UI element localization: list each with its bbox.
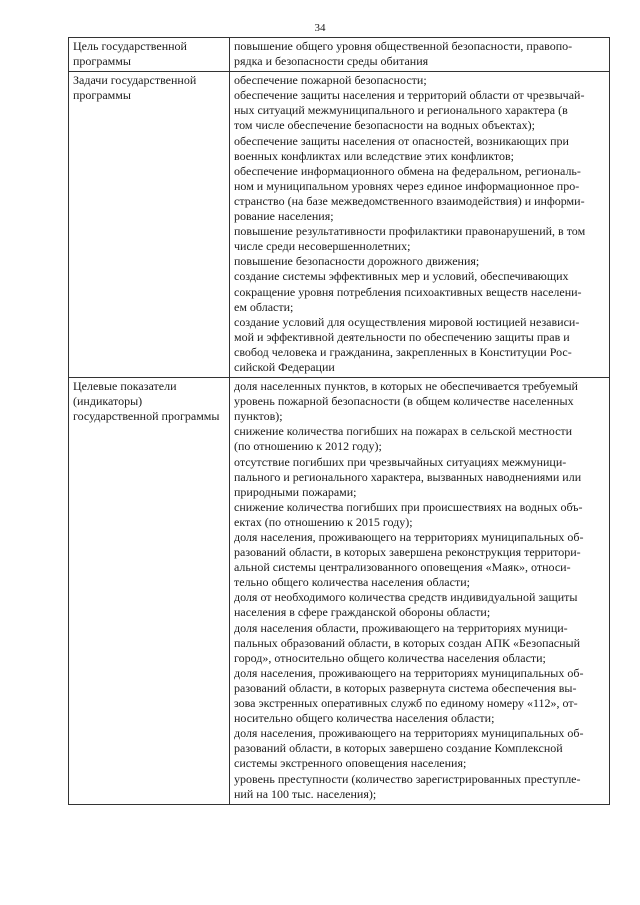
- program-passport-table: [68, 37, 610, 805]
- content-line: повышение безопасности дорожного движения;: [234, 254, 480, 269]
- content-line: свобод человека и гражданина, закрепленных в Конституции Рос-: [234, 344, 572, 359]
- content-line: создание системы эффективных мер и условий, обеспечивающих: [234, 269, 569, 284]
- content-line: том числе обеспечение безопасности на водных объектах);: [234, 118, 535, 133]
- content-line: доля населенных пунктов, в которых не обеспечивается требуемый: [234, 379, 578, 394]
- table-row-indicators: [69, 378, 610, 805]
- content-line: ных ситуаций межмуниципального и регионального характера (в: [234, 103, 568, 118]
- content-line: доля населения, проживающего на территориях муниципальных об-: [234, 530, 584, 544]
- content-line: пального и регионального характера, вызванных наводнениями или: [234, 469, 582, 484]
- content-line: повышение результативности профилактики правонарушений, в том: [234, 224, 586, 239]
- row-label-tasks: Задачи государственной программы: [69, 72, 230, 378]
- content-line: доля населения области, проживающего на территориях муници-: [234, 620, 568, 635]
- content-line: обеспечение защиты населения и территорий области от чрезвычай-: [234, 88, 585, 103]
- row-content-tasks: [230, 72, 610, 378]
- content-line: обеспечение защиты населения от опасностей, возникающих при: [234, 133, 569, 148]
- content-line: город», относительно общего количества населения области;: [234, 650, 546, 665]
- content-line: зова экстренных оперативных служб по единому номеру «112», от-: [234, 696, 578, 711]
- content-line: разований области, в которых завершена реконструкция территори-: [234, 545, 581, 560]
- content-line: обеспечение информационного обмена на федеральном, региональ-: [234, 163, 581, 178]
- content-line: тельно общего количества населения области;: [234, 575, 470, 590]
- content-line: ний на 100 тыс. населения);: [234, 786, 377, 801]
- content-line: снижение количества погибших на пожарах в сельской местности: [234, 424, 573, 439]
- content-line: альной системы централизованного оповещения «Маяк», относи-: [234, 560, 571, 575]
- row-content-indicators: [230, 378, 610, 805]
- table-row-goal: [69, 38, 610, 72]
- content-line: военных конфликтах или вследствие этих конфликтов;: [234, 148, 514, 163]
- content-line: рование населения;: [234, 209, 334, 224]
- content-line: числе среди несовершеннолетних;: [234, 239, 411, 254]
- content-line: разований области, в которых развернута система обеспечения вы-: [234, 680, 577, 695]
- page-number: 34: [314, 22, 326, 34]
- table-row-tasks: [69, 72, 610, 378]
- content-line: рядка и безопасности среды обитания: [234, 54, 429, 69]
- row-content-goal: [230, 38, 610, 72]
- content-line: ектах (по отношению к 2015 году);: [234, 514, 413, 529]
- content-line: создание условий для осуществления мировой юстицией независи-: [234, 314, 580, 329]
- content-line: доля населения, проживающего на территориях муниципальных об-: [234, 665, 584, 680]
- content-line: пунктов);: [234, 409, 283, 424]
- content-line: (по отношению к 2012 году);: [234, 439, 382, 454]
- content-line: ем области;: [234, 299, 294, 314]
- content-line: мой и эффективной деятельности по обеспечению защиты прав и: [234, 329, 570, 344]
- content-line: природными пожарами;: [234, 484, 357, 499]
- content-line: носительно общего количества населения области;: [234, 711, 495, 726]
- content-line: отсутствие погибших при чрезвычайных ситуациях межмуници-: [234, 454, 567, 469]
- content-line: странство (на базе межведомственного взаимодействия) и информи-: [234, 193, 585, 208]
- content-line: сокращение уровня потребления психоактивных веществ населени-: [234, 284, 582, 299]
- content-line: уровень преступности (количество зарегистрированных преступле-: [234, 771, 581, 786]
- content-line: населения в сфере гражданской обороны области;: [234, 605, 491, 620]
- content-line: сийской Федерации: [234, 359, 335, 374]
- content-line: разований области, в которых завершено создание Комплексной: [234, 741, 563, 756]
- content-line: обеспечение пожарной безопасности;: [234, 73, 427, 88]
- content-line: снижение количества погибших при происшествиях на водных объ-: [234, 499, 583, 514]
- content-line: системы экстренного оповещения населения;: [234, 756, 467, 771]
- row-label-goal: Цель государственной программы: [69, 38, 230, 72]
- content-line: доля от необходимого количества средств индивидуальной защиты: [234, 590, 578, 605]
- content-line: доля населения, проживающего на территориях муниципальных об-: [234, 726, 584, 741]
- content-line: уровень пожарной безопасности (в общем количестве населенных: [234, 394, 574, 409]
- content-line: повышение общего уровня общественной безопасности, правопо-: [234, 39, 573, 53]
- content-line: пальных образований области, в которых создан АПК «Безопасный: [234, 635, 581, 650]
- content-line: ном и муниципальном уровнях через единое информационное про-: [234, 178, 580, 193]
- row-label-indicators: Целевые показатели (индикаторы) государственной программы: [69, 378, 230, 805]
